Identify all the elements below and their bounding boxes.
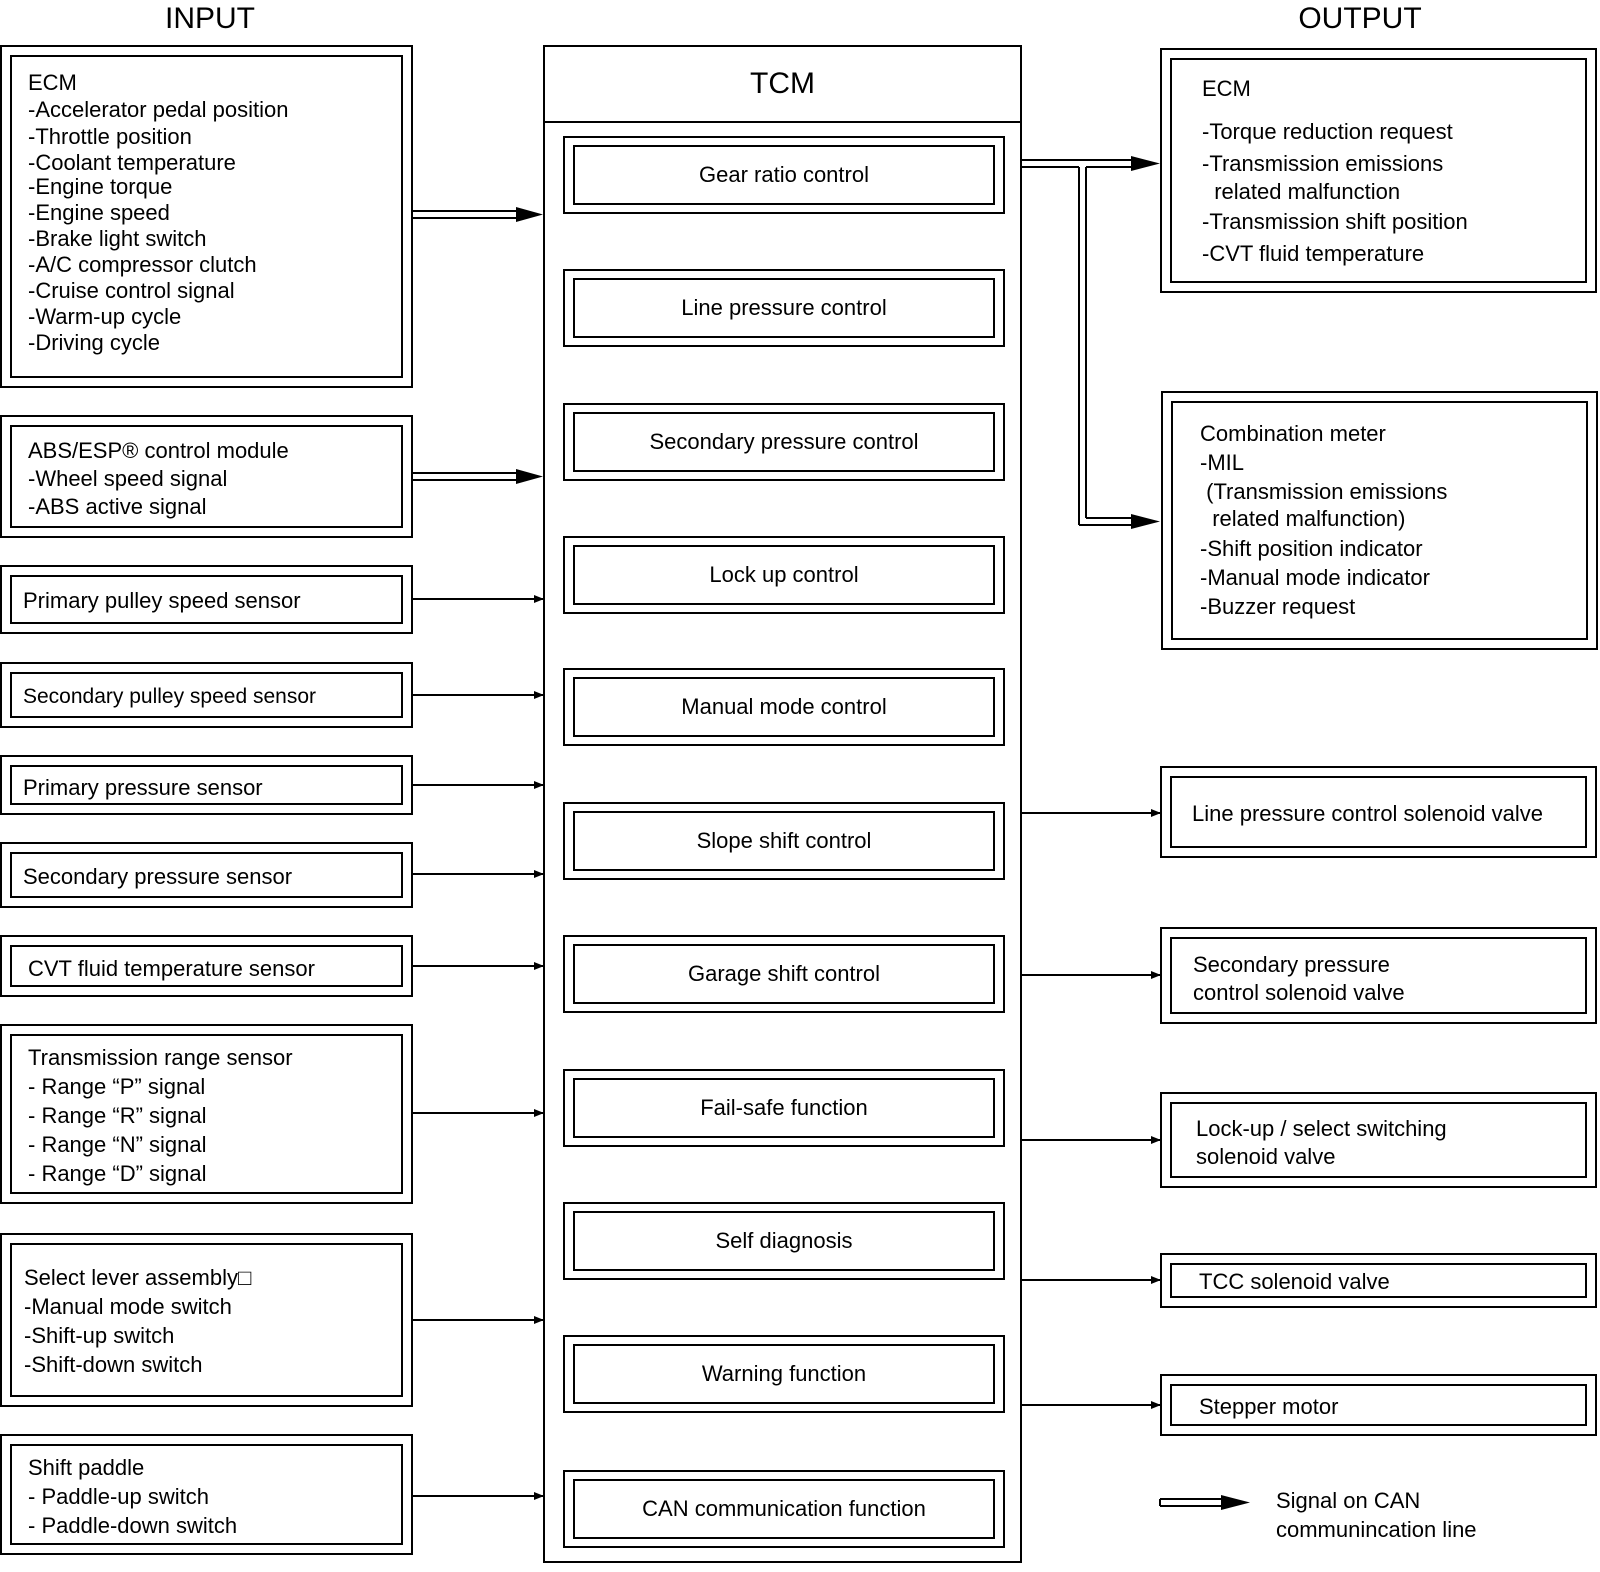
input-ecm-line: -Engine torque bbox=[28, 174, 173, 199]
output-combination-meter-title: Combination meter bbox=[1200, 421, 1386, 446]
output-combination-meter-line: -Buzzer request bbox=[1200, 594, 1356, 619]
input-select-lever-line: -Shift-up switch bbox=[24, 1323, 175, 1348]
input-shift-paddle-line: - Paddle-up switch bbox=[28, 1484, 209, 1509]
input-range-sensor-line: - Range “D” signal bbox=[28, 1161, 207, 1186]
output-combination-meter-line: related malfunction) bbox=[1200, 506, 1406, 531]
input-abs-title: ABS/ESP® control module bbox=[28, 438, 289, 463]
input-secondary-pressure-label: Secondary pressure sensor bbox=[23, 864, 293, 889]
input-range-sensor-line: - Range “R” signal bbox=[28, 1103, 207, 1128]
can-arrow-input-abs bbox=[413, 469, 543, 484]
tcm-function-label: Slope shift control bbox=[573, 811, 995, 871]
tcm-function-label: Fail-safe function bbox=[573, 1078, 995, 1138]
output-combination-meter-line: (Transmission emissions bbox=[1200, 479, 1448, 504]
input-select-lever-line: -Manual mode switch bbox=[24, 1294, 232, 1319]
input-ecm-title: ECM bbox=[28, 70, 77, 95]
input-range-sensor-line: - Range “N” signal bbox=[28, 1132, 207, 1157]
legend-label-line: communincation line bbox=[1276, 1517, 1477, 1542]
input-ecm-line: -Cruise control signal bbox=[28, 278, 235, 303]
output-ecm-title: ECM bbox=[1202, 76, 1251, 101]
input-range-sensor-title: Transmission range sensor bbox=[28, 1045, 293, 1070]
can-arrow-input-ecm bbox=[413, 207, 543, 222]
input-select-lever-line: -Shift-down switch bbox=[24, 1352, 203, 1377]
can-arrow-output-combination-meter bbox=[1079, 167, 1160, 529]
output-stepper-motor-label: Stepper motor bbox=[1199, 1394, 1339, 1419]
input-ecm-line: -Throttle position bbox=[28, 124, 192, 149]
input-ecm-line: -Driving cycle bbox=[28, 330, 161, 355]
output-lockup-solenoid-line: Lock-up / select switching bbox=[1196, 1116, 1447, 1141]
output-secondary-pressure-solenoid-line: control solenoid valve bbox=[1193, 980, 1405, 1005]
output-ecm-line: -Transmission shift position bbox=[1202, 209, 1468, 234]
tcm-function-label: Garage shift control bbox=[573, 944, 995, 1004]
output-ecm-line: -Transmission emissions bbox=[1202, 151, 1444, 176]
output-line-pressure-solenoid-label: Line pressure control solenoid valve bbox=[1192, 801, 1543, 826]
legend-can-arrow bbox=[1160, 1495, 1250, 1510]
input-cvt-fluid-label: CVT fluid temperature sensor bbox=[28, 956, 315, 981]
input-primary-pressure-label: Primary pressure sensor bbox=[23, 775, 263, 800]
input-header: INPUT bbox=[165, 2, 255, 35]
input-ecm-line: -Engine speed bbox=[28, 200, 170, 225]
output-tcc-solenoid-label: TCC solenoid valve bbox=[1199, 1269, 1390, 1294]
input-ecm-line: -Coolant temperature bbox=[28, 150, 236, 175]
tcm-function-label: Warning function bbox=[573, 1344, 995, 1404]
input-ecm-line: -Warm-up cycle bbox=[28, 304, 182, 329]
tcm-function-label: Manual mode control bbox=[573, 677, 995, 737]
input-shift-paddle-line: - Paddle-down switch bbox=[28, 1513, 238, 1538]
tcm-title: TCM bbox=[545, 47, 1020, 123]
input-select-lever-title: Select lever assembly□ bbox=[24, 1265, 252, 1290]
output-lockup-solenoid-line: solenoid valve bbox=[1196, 1144, 1336, 1169]
input-abs-line: -ABS active signal bbox=[28, 494, 207, 519]
input-abs-line: -Wheel speed signal bbox=[28, 466, 228, 491]
input-ecm-line: -Accelerator pedal position bbox=[28, 97, 289, 122]
output-ecm-line: -CVT fluid temperature bbox=[1202, 241, 1425, 266]
output-combination-meter-line: -Manual mode indicator bbox=[1200, 565, 1430, 590]
can-arrow-output-ecm bbox=[1022, 156, 1160, 171]
tcm-function-label: Gear ratio control bbox=[573, 145, 995, 205]
legend-label-line: Signal on CAN bbox=[1276, 1488, 1421, 1513]
input-primary-pulley-label: Primary pulley speed sensor bbox=[23, 588, 301, 613]
input-ecm-line: -A/C compressor clutch bbox=[28, 252, 257, 277]
output-ecm-line: related malfunction bbox=[1202, 179, 1401, 204]
tcm-function-label: Self diagnosis bbox=[573, 1211, 995, 1271]
input-ecm-line: -Brake light switch bbox=[28, 226, 207, 251]
output-combination-meter-line: -Shift position indicator bbox=[1200, 536, 1423, 561]
input-secondary-pulley-label: Secondary pulley speed sensor bbox=[23, 685, 317, 708]
tcm-function-label: Line pressure control bbox=[573, 278, 995, 338]
output-combination-meter-line: -MIL bbox=[1200, 450, 1244, 475]
tcm-function-label: Secondary pressure control bbox=[573, 412, 995, 472]
output-header: OUTPUT bbox=[1298, 2, 1422, 35]
tcm-function-label: Lock up control bbox=[573, 545, 995, 605]
tcm-function-label: CAN communication function bbox=[573, 1479, 995, 1539]
output-ecm-line: -Torque reduction request bbox=[1202, 119, 1453, 144]
output-secondary-pressure-solenoid-line: Secondary pressure bbox=[1193, 952, 1390, 977]
input-shift-paddle-title: Shift paddle bbox=[28, 1455, 145, 1480]
input-range-sensor-line: - Range “P” signal bbox=[28, 1074, 206, 1099]
